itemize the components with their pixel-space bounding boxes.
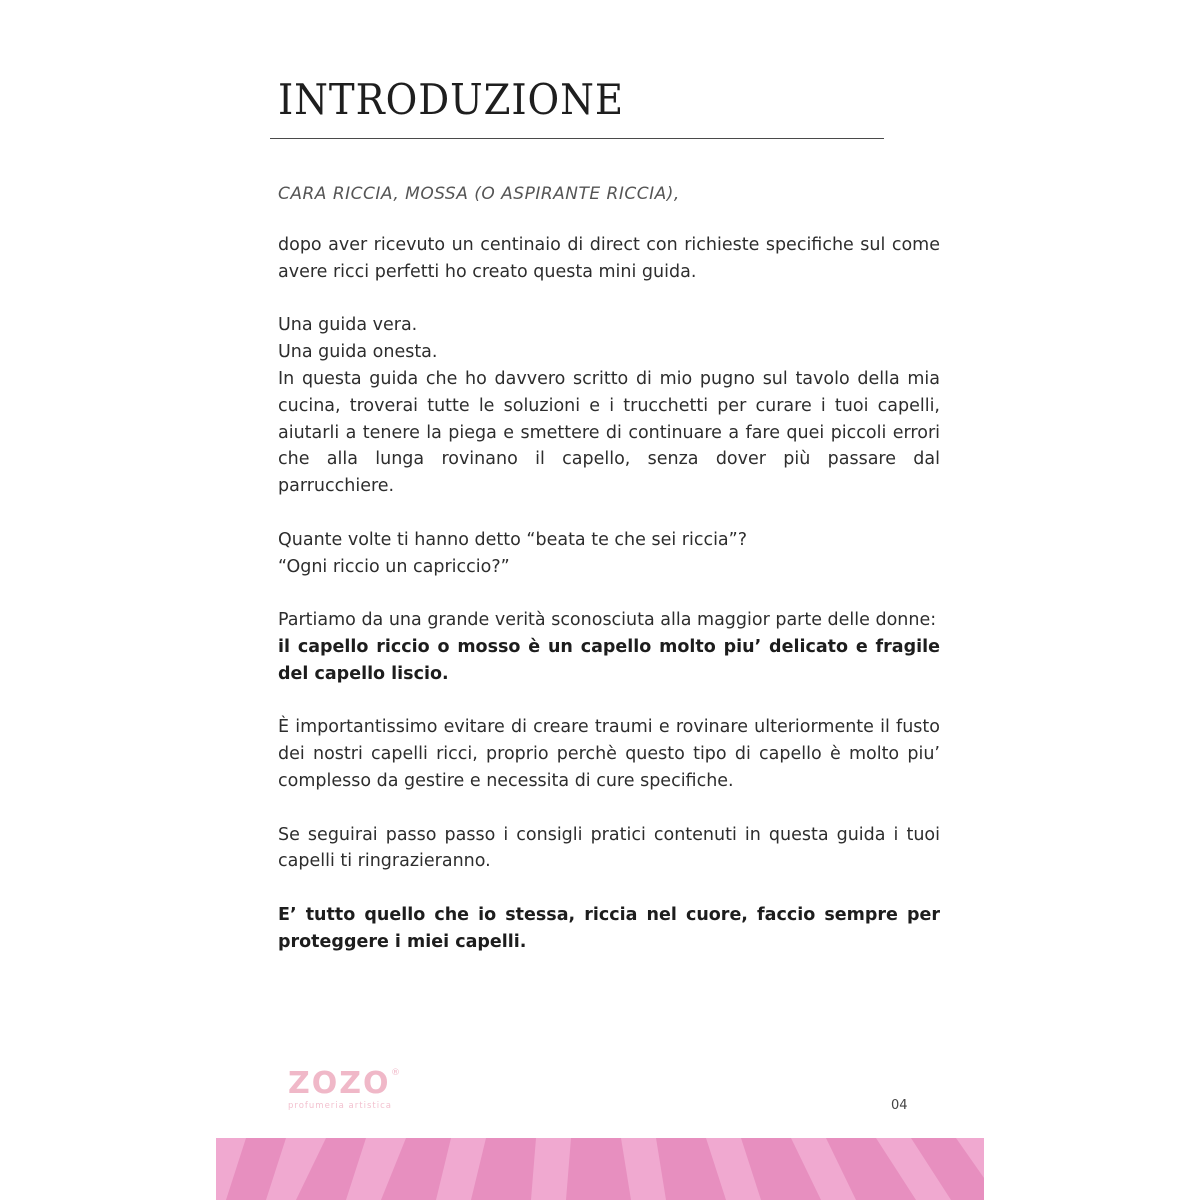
bold-statement: il capello riccio o mosso è un capello molto piu’ delicato e fragile del capello liscio.: [278, 636, 940, 684]
body-text: [278, 232, 940, 956]
paragraph-gap: [278, 500, 940, 527]
striped-band-graphic: [216, 1138, 984, 1200]
paragraph-gap: [278, 688, 940, 715]
brand-logo: [288, 1068, 408, 1116]
paragraph-guide: In questa guida che ho davvero scritto di mio pugno sul tavolo della mia cucina, troverai tutte le soluzioni e i trucchetti per curare i tuoi capelli, aiutarli a tenere la piega e smettere di continuare a fare quei piccoli errori che alla lunga rovinano il capello, senza dover più passare dal parrucchiere.: [278, 368, 940, 497]
page-number: 04: [891, 1098, 908, 1113]
paragraph-importance: È importantissimo evitare di creare traumi e rovinare ulteriormente il fusto dei nostri capelli ricci, proprio perchè questo tipo di capello è molto piu’ complesso da gestire e necessita di cure specifiche.: [278, 717, 940, 791]
paragraph-quote: “Ogni riccio un capriccio?”: [278, 556, 510, 577]
salutation: CARA RICCIA, MOSSA (O ASPIRANTE RICCIA),: [278, 184, 680, 204]
paragraph-gap: [278, 795, 940, 822]
paragraph-gap: [278, 875, 940, 902]
registered-mark: ®: [391, 1068, 400, 1078]
paragraph-closing: [278, 902, 940, 956]
paragraph-line: Una guida onesta.: [278, 342, 438, 363]
paragraph-quote: Quante volte ti hanno detto “beata te che sei riccia”?: [278, 529, 748, 550]
bold-closing: E’ tutto quello che io stessa, riccia nel cuore, faccio sempre per proteggere i miei capelli.: [278, 904, 940, 952]
band-base: [216, 1138, 984, 1200]
paragraph-truth-bold: [278, 634, 940, 688]
paragraph-gap: [278, 580, 940, 607]
title-divider: [270, 138, 884, 139]
decorative-pink-band: [216, 1138, 984, 1200]
paragraph-truth: Partiamo da una grande verità sconosciuta alla maggior parte delle donne:: [278, 610, 937, 631]
logo-wordmark: ZOZO: [288, 1066, 391, 1101]
paragraph-intro: dopo aver ricevuto un centinaio di direct con richieste specifiche sul come avere ricci perfetti ho creato questa mini guida.: [278, 235, 940, 282]
logo-subtitle: profumeria artistica: [288, 1101, 392, 1111]
paragraph-gap: [278, 286, 940, 313]
paragraph-advice: Se seguirai passo passo i consigli pratici contenuti in questa guida i tuoi capelli ti ringrazieranno.: [278, 824, 940, 872]
paragraph-line: Una guida vera.: [278, 315, 418, 336]
page-title: INTRODUZIONE: [278, 75, 625, 124]
